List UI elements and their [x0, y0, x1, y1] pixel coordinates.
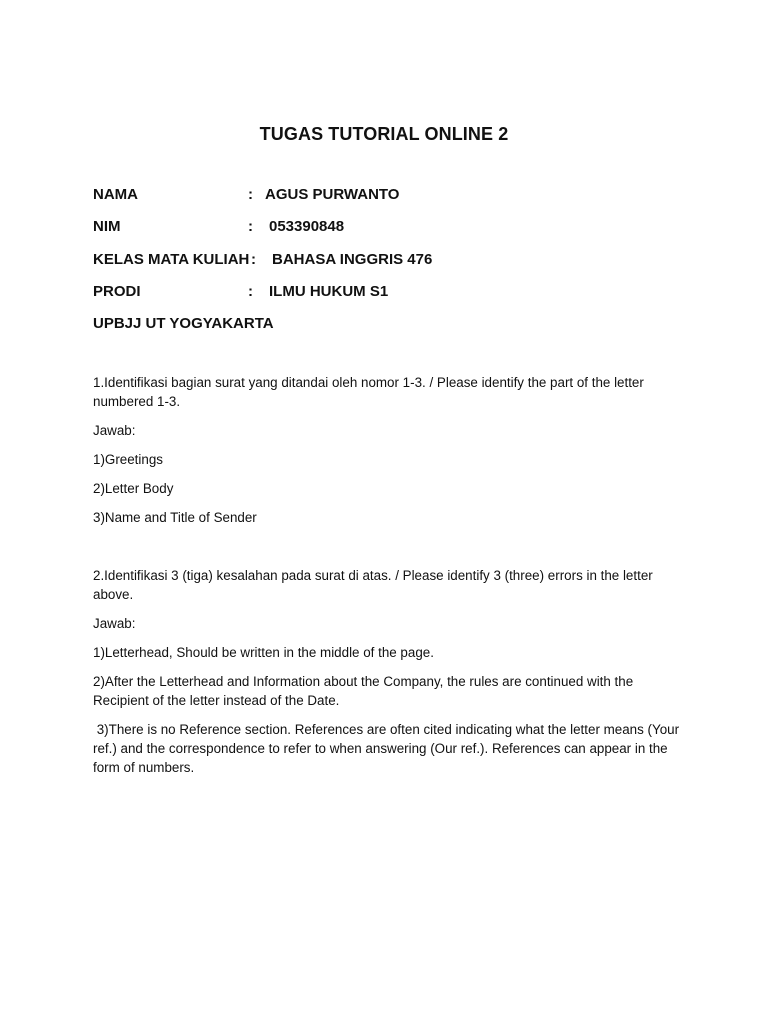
- field-colon: :: [251, 251, 256, 268]
- field-value-nim: 053390848: [269, 218, 345, 235]
- field-value-prodi: ILMU HUKUM S1: [269, 283, 389, 300]
- field-colon: :: [248, 283, 253, 300]
- field-colon: :: [248, 218, 253, 235]
- question-2-answer-2: 2)After the Letterhead and Information about the Company, the rules are continued with the Recipient of the letter instead of the Date.: [93, 674, 634, 708]
- field-label: PRODI: [93, 283, 141, 300]
- field-label: KELAS MATA KULIAH: [93, 251, 250, 268]
- question-1-answer-2: 2)Letter Body: [93, 481, 174, 496]
- upbjj-text: UPBJJ UT YOGYAKARTA: [93, 315, 274, 332]
- question-2-answer-label: Jawab:: [93, 616, 136, 631]
- question-1-answer-label: Jawab:: [93, 423, 136, 438]
- field-colon: :: [248, 186, 253, 203]
- document-title: TUGAS TUTORIAL ONLINE 2: [259, 124, 509, 144]
- field-value-kelas: BAHASA INGGRIS 476: [272, 251, 433, 268]
- question-1-answer-3: 3)Name and Title of Sender: [93, 510, 257, 525]
- field-label: NIM: [93, 218, 121, 235]
- field-label: NAMA: [93, 186, 138, 203]
- question-2-answer-3: 3)There is no Reference section. References are often cited indicating what the letter means (Your ref.) and the correspondence to refer to when answering (Our ref.). References can appear in the form of numbers.: [93, 722, 683, 775]
- question-2-answer-1: 1)Letterhead, Should be written in the middle of the page.: [93, 645, 434, 660]
- question-2-text: 2.Identifikasi 3 (tiga) kesalahan pada surat di atas. / Please identify 3 (three) errors in the letter above.: [93, 568, 653, 602]
- question-1-answer-1: 1)Greetings: [93, 452, 163, 467]
- question-1-text: 1.Identifikasi bagian surat yang ditandai oleh nomor 1-3. / Please identify the part of the letter numbered 1-3.: [93, 375, 644, 409]
- field-value-nama: AGUS PURWANTO: [265, 186, 400, 203]
